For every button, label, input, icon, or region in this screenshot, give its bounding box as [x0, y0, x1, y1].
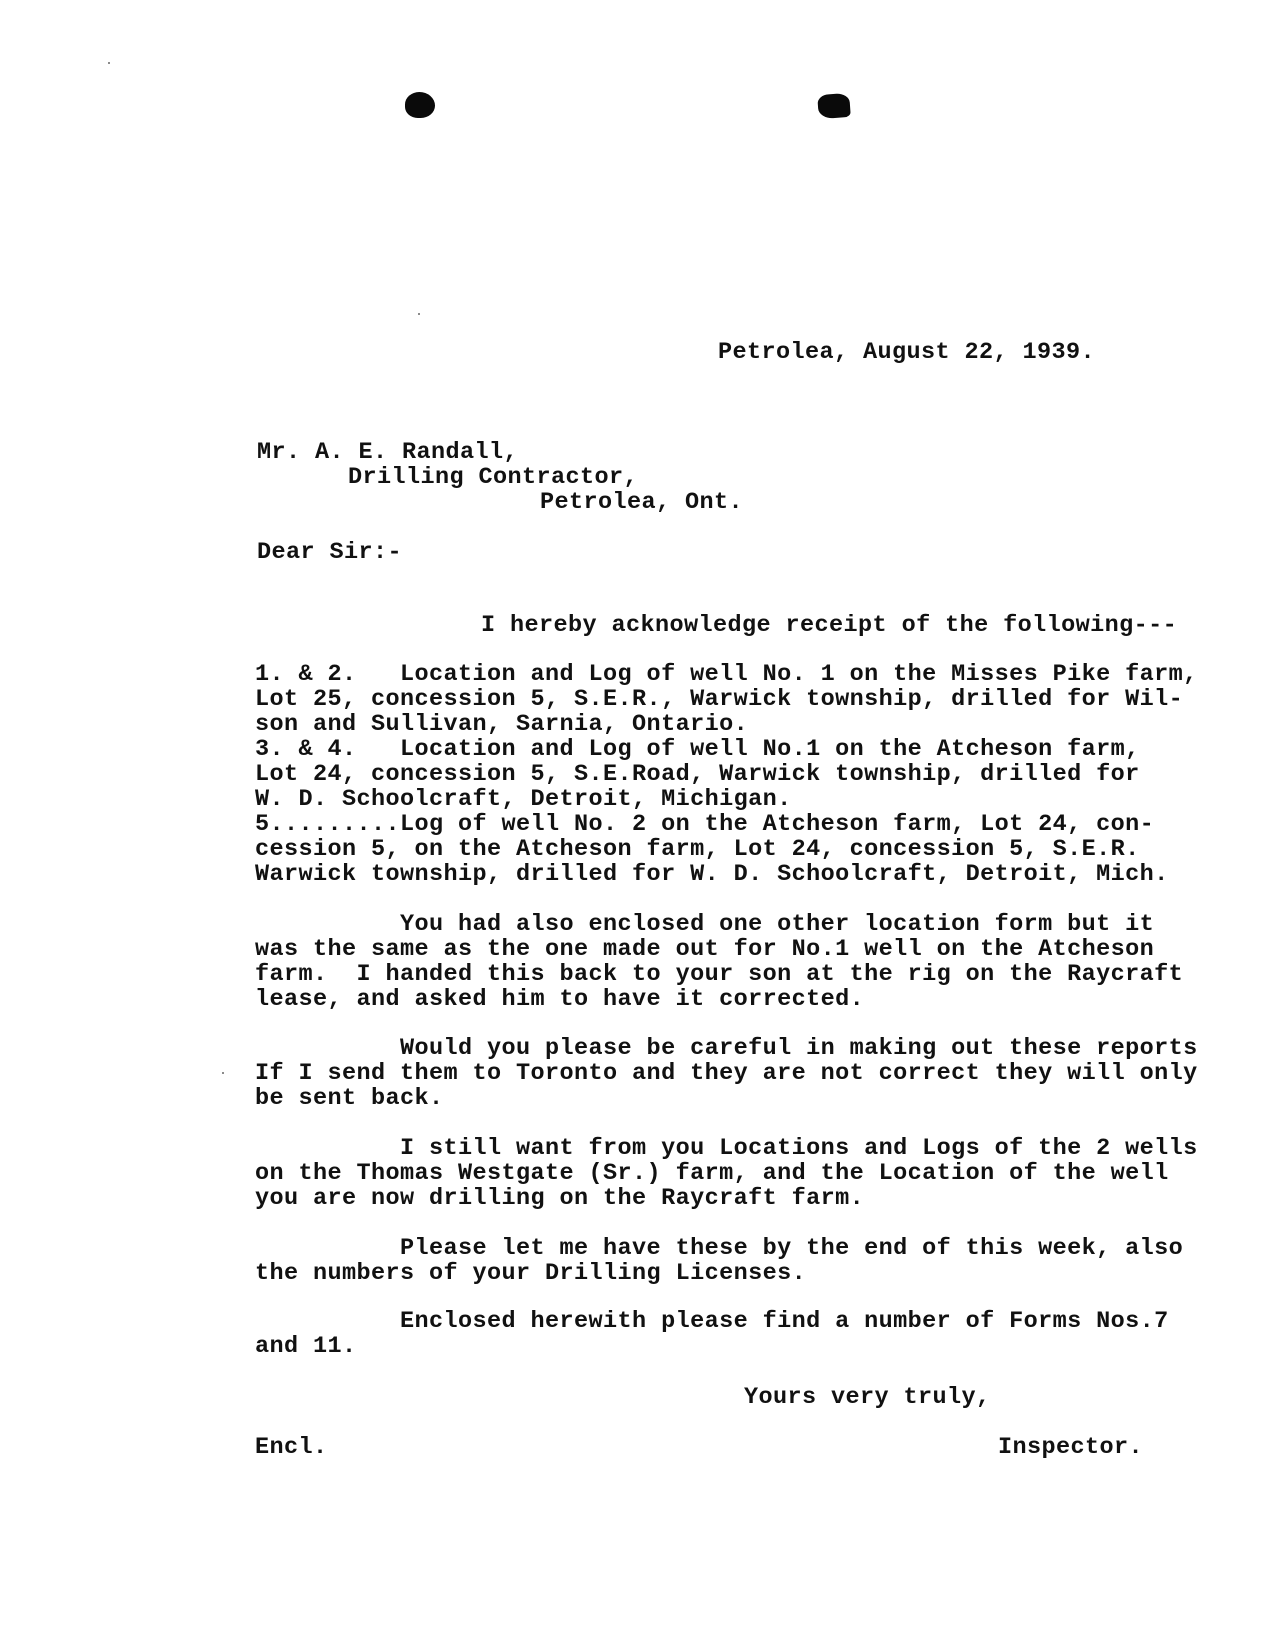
list-item: 3. & 4. Location and Log of well No.1 on the Atcheson farm, [255, 736, 1140, 763]
acknowledgement-line: I hereby acknowledge receipt of the following--- [481, 612, 1178, 639]
signature-title: Inspector. [998, 1434, 1144, 1461]
paper-speck [222, 1072, 224, 1074]
list-item: Lot 24, concession 5, S.E.Road, Warwick township, drilled for [255, 761, 1140, 788]
paper-speck [108, 62, 110, 64]
punch-hole-left [405, 92, 435, 118]
paragraph-line: You had also enclosed one other location form but it [255, 911, 1155, 938]
paragraph-line: was the same as the one made out for No.1 well on the Atcheson [255, 936, 1155, 963]
letter-date: Petrolea, August 22, 1939. [718, 339, 1096, 366]
list-item: son and Sullivan, Sarnia, Ontario. [255, 711, 749, 738]
received-items-list [255, 662, 1245, 887]
paragraph-careful [255, 1036, 1245, 1111]
paragraph-please [255, 1236, 1245, 1286]
paragraph-line: If I send them to Toronto and they are not correct they will only [255, 1060, 1198, 1087]
paper-speck [418, 313, 420, 315]
paragraph-line: be sent back. [255, 1085, 444, 1112]
paragraph-still-want [255, 1136, 1245, 1211]
enclosure-note: Encl. [255, 1434, 328, 1461]
paragraph-line: lease, and asked him to have it corrected. [255, 986, 865, 1013]
list-item: Lot 25, concession 5, S.E.R., Warwick township, drilled for Wil- [255, 686, 1184, 713]
paragraph-line: farm. I handed this back to your son at the rig on the Raycraft [255, 961, 1184, 988]
closing: Yours very truly, [744, 1384, 991, 1411]
list-item: 5.........Log of well No. 2 on the Atcheson farm, Lot 24, con- [255, 811, 1155, 838]
list-item: Warwick township, drilled for W. D. Schoolcraft, Detroit, Mich. [255, 861, 1169, 888]
paragraph-line: the numbers of your Drilling Licenses. [255, 1260, 807, 1287]
paragraph-line: Would you please be careful in making out these reports [255, 1035, 1198, 1062]
salutation: Dear Sir:- [257, 539, 403, 566]
recipient-location: Petrolea, Ont. [540, 489, 744, 516]
list-item: cession 5, on the Atcheson farm, Lot 24, concession 5, S.E.R. [255, 836, 1140, 863]
list-item: W. D. Schoolcraft, Detroit, Michigan. [255, 786, 792, 813]
paragraph-line: Enclosed herewith please find a number of Forms Nos.7 [255, 1308, 1169, 1335]
paragraph-line: Please let me have these by the end of this week, also [255, 1235, 1184, 1262]
recipient-name: Mr. A. E. Randall, [257, 439, 519, 466]
paragraph-line: and 11. [255, 1333, 357, 1360]
paragraph-enclosed [255, 1309, 1245, 1359]
paragraph-line: I still want from you Locations and Logs of the 2 wells [255, 1135, 1198, 1162]
paragraph-line: you are now drilling on the Raycraft farm. [255, 1185, 865, 1212]
punch-hole-right [817, 93, 851, 119]
paragraph-other-location [255, 912, 1245, 1012]
list-item: 1. & 2. Location and Log of well No. 1 on the Misses Pike farm, [255, 661, 1198, 688]
recipient-title: Drilling Contractor, [348, 464, 639, 491]
paragraph-line: on the Thomas Westgate (Sr.) farm, and the Location of the well [255, 1160, 1169, 1187]
